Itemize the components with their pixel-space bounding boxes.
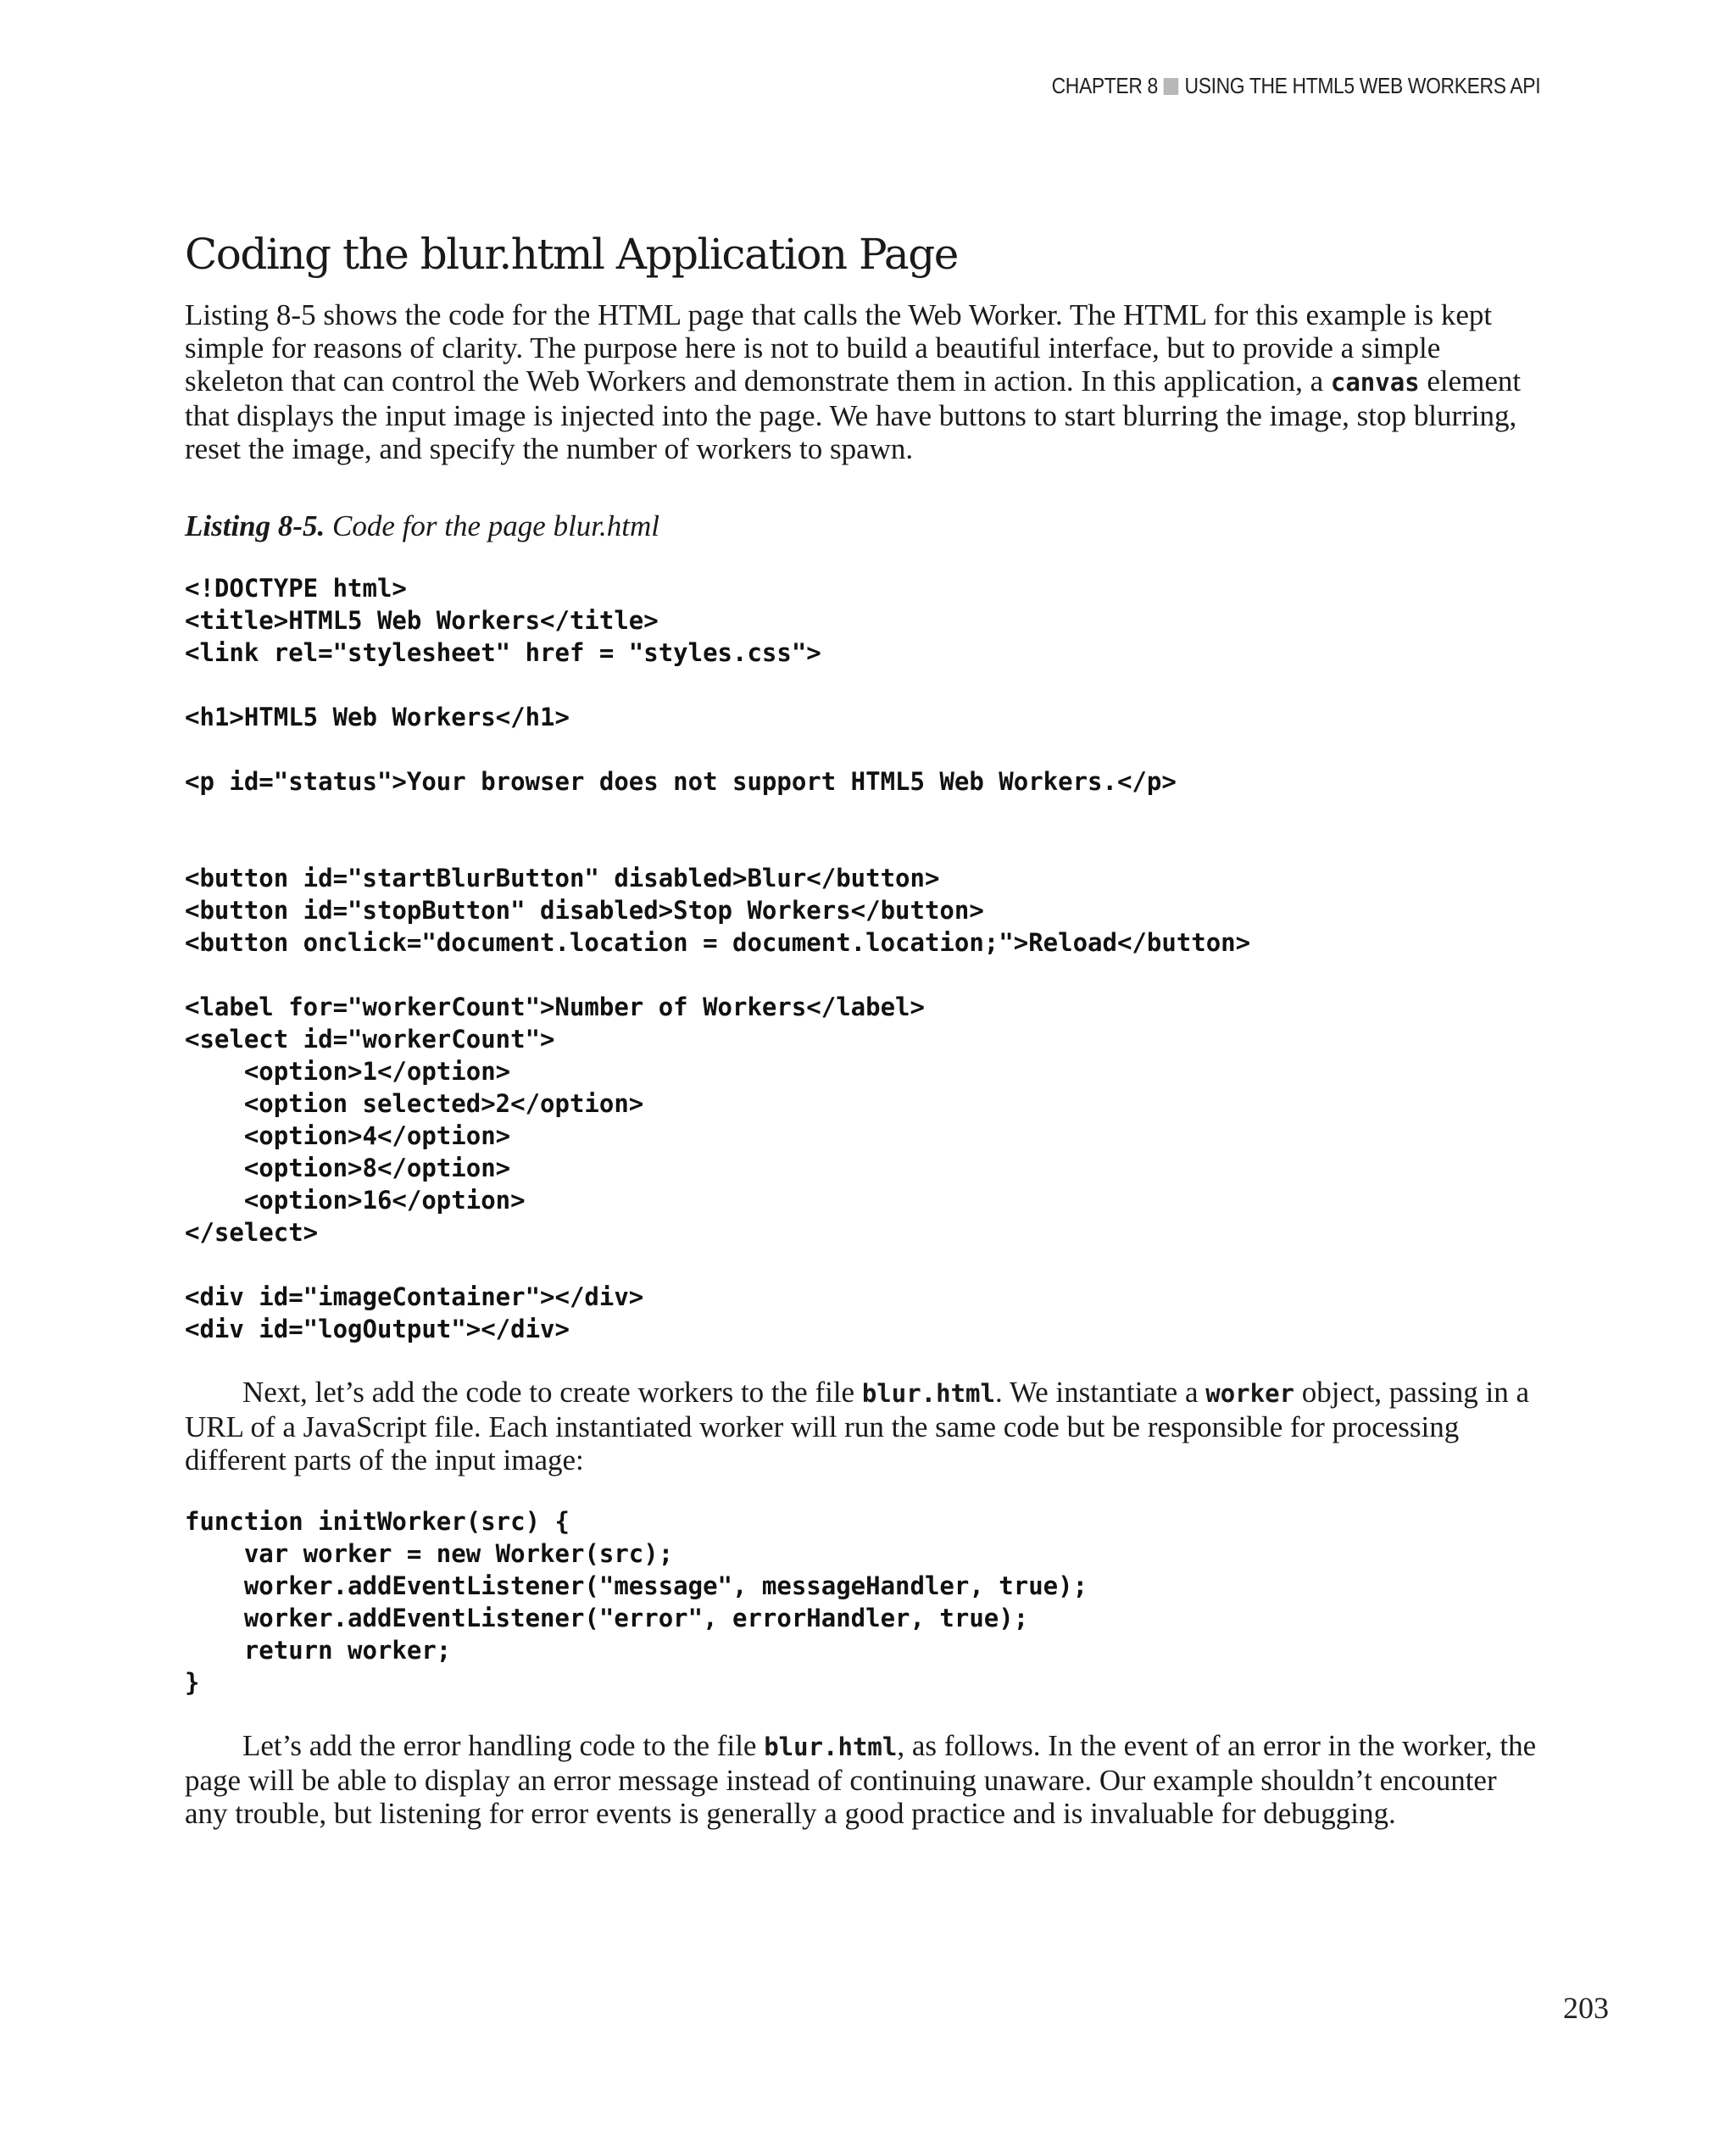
page-content: [185, 222, 1541, 1830]
inline-code-canvas: canvas: [1330, 368, 1420, 397]
para2-text-2: . We instantiate a: [994, 1376, 1206, 1409]
page-number: 203: [1563, 1991, 1609, 2025]
para2-text-1: Next, let’s add the code to create workers to the file: [242, 1376, 862, 1409]
inline-code-blur-html: blur.html: [861, 1379, 995, 1408]
inline-code-worker: worker: [1205, 1379, 1295, 1408]
paragraph-create-workers: [185, 1376, 1541, 1476]
para2-text-3: object, passing in a URL of a JavaScript file. Each instantiated worker will run the same code but be responsible for processing different parts of the input image:: [185, 1376, 1530, 1476]
intro-text-1: Listing 8-5 shows the code for the HTML page that calls the Web Worker. The HTML for this example is kept simple for reasons of clarity. The purpose here is not to build a beautiful interface, but to provide a simple skeleton that can control the Web Workers and demonstrate them in action. In this application, a: [185, 298, 1493, 398]
intro-paragraph: [185, 298, 1541, 465]
chapter-title: USING THE HTML5 WEB WORKERS API: [1184, 73, 1540, 98]
para3-text-1: Let’s add the error handling code to the file: [242, 1729, 765, 1762]
para3-text-2: , as follows. In the event of an error in the worker, the page will be able to display an error message instead of continuing unaware. Our example shouldn’t encounter any trouble, but listening for error events is generally a good practice and is invaluable for debugging.: [185, 1729, 1537, 1830]
paragraph-error-handling: [185, 1729, 1541, 1830]
section-title: Coding the blur.html Application Page: [185, 230, 958, 279]
running-header: [1051, 73, 1540, 99]
header-separator-square: [1164, 78, 1179, 95]
code-listing-html: <!DOCTYPE html> <title>HTML5 Web Workers</title> <link rel="stylesheet" href = "styles.css"> <h1>HTML5 Web Workers</h1> <p id="status">Your browser does not support HTML5 Web Workers.</p> <button id="startBlurButton" disabled>Blur</button> <button id="stopButton" disabled>Stop Workers</button> <button onclick="document.location = document.location;">Reload</button> <label for="workerCount">Number of Workers</label> <select id="workerCount"> <option>1</option> <option selected>2</option> <option>4</option> <option>8</option> <option>16</option> </select> <div id="imageContainer"></div> <div id="logOutput"></div>: [185, 574, 1251, 1343]
intro-text-2: element that displays the input image is injected into the page. We have buttons to start blurring the image, stop blurring, reset the image, and specify the number of workers to spawn.: [185, 364, 1522, 465]
code-listing-initworker: function initWorker(src) { var worker = new Worker(src); worker.addEventListener("message", messageHandler, true); worker.addEventListener("error", errorHandler, true); return worker; }: [185, 1507, 1088, 1697]
listing-caption: [185, 509, 1541, 543]
inline-code-blur-html-2: blur.html: [764, 1732, 898, 1761]
listing-label: Listing 8-5.: [185, 509, 326, 542]
chapter-label: CHAPTER 8: [1051, 73, 1158, 98]
listing-caption-text: Code for the page blur.html: [325, 509, 660, 542]
